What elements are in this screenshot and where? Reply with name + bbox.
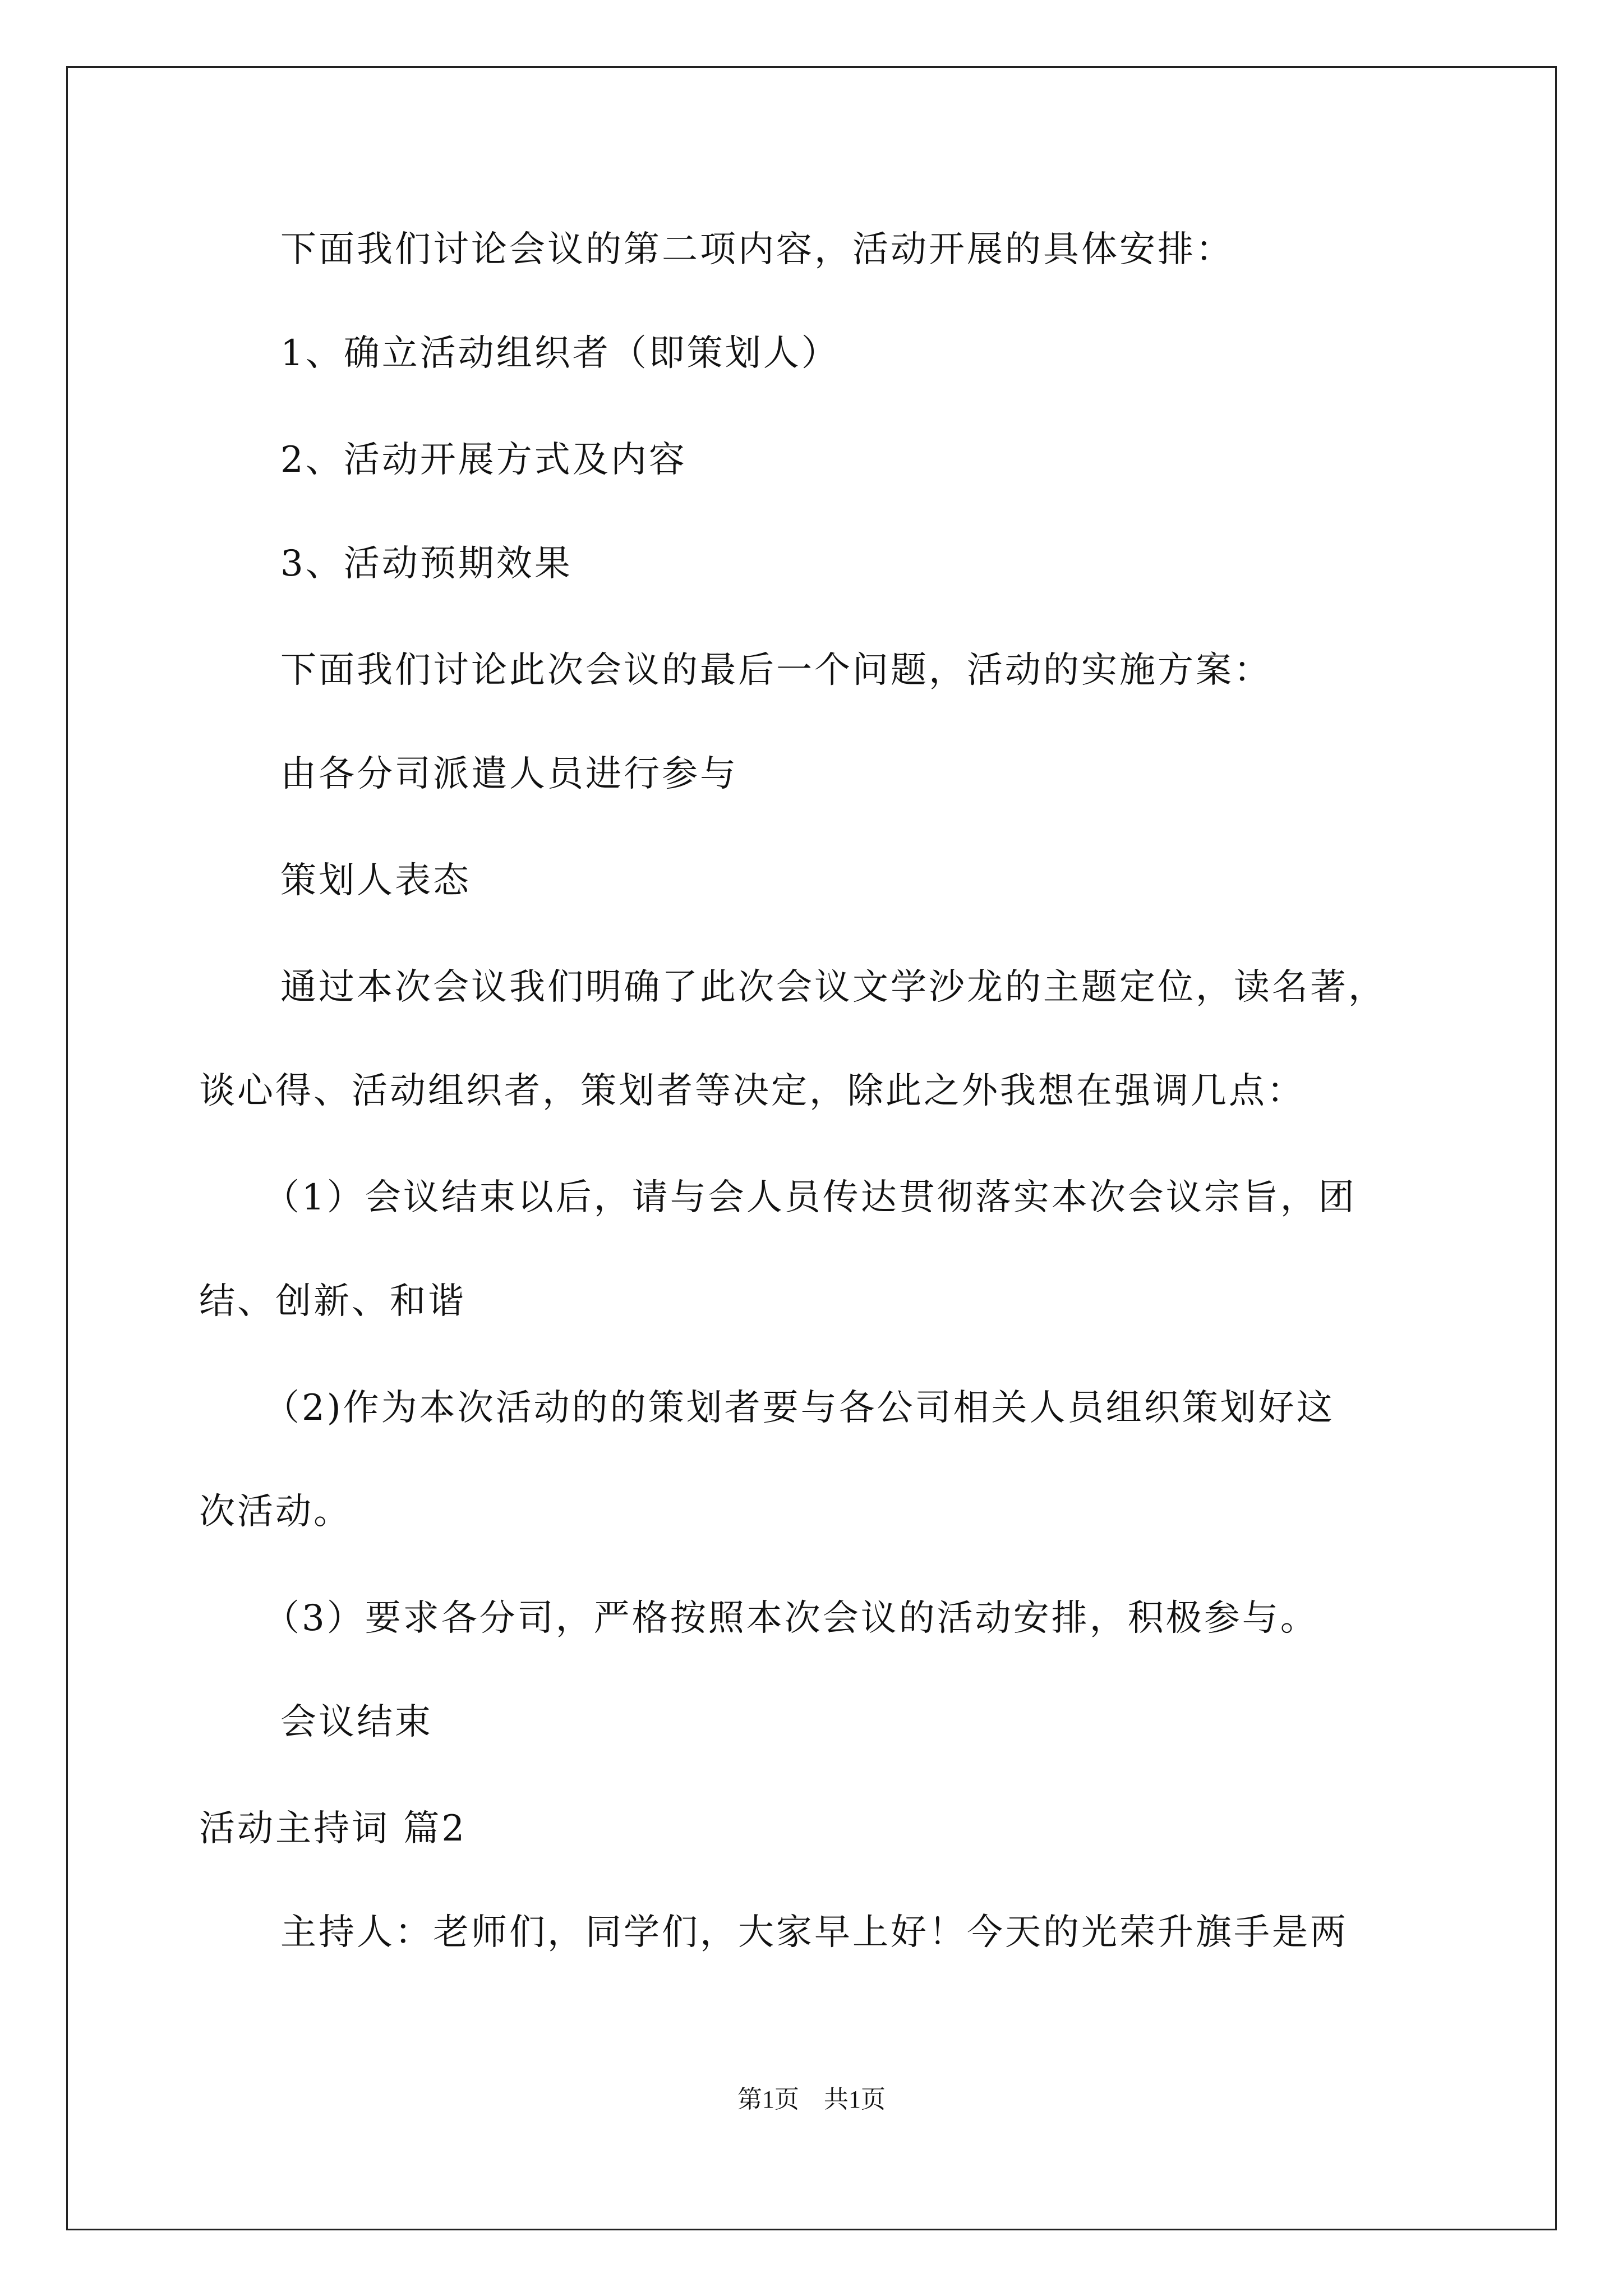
paragraph-line: （1）会议结束以后，请与会人员传达贯彻落实本次会议宗旨，团 [264, 1177, 1357, 1218]
paragraph-line: 会议结束 [280, 1701, 433, 1743]
section-heading: 活动主持词 篇2 [199, 1808, 467, 1849]
paragraph-line: 由各分司派遣人员进行参与 [280, 753, 738, 795]
paragraph-line: 谈心得、活动组织者，策划者等决定，除此之外我想在强调几点： [199, 1070, 1305, 1112]
paragraph-line: 结、创新、和谐 [199, 1281, 466, 1322]
list-item-line: 1、确立活动组织者（即策划人） [280, 333, 840, 374]
paragraph-line: 下面我们讨论此次会议的最后一个问题，活动的实施方案： [280, 650, 1272, 691]
paragraph-line: 通过本次会议我们明确了此次会议文学沙龙的主题定位，读名著， [280, 967, 1386, 1008]
page-number-footer: 第1页 共1页 [737, 2086, 886, 2113]
paragraph-line: 主持人：老师们，同学们，大家早上好！今天的光荣升旗手是两 [280, 1912, 1348, 1953]
list-item-line: 2、活动开展方式及内容 [280, 439, 687, 481]
paragraph-line: 下面我们讨论会议的第二项内容，活动开展的具体安排： [280, 229, 1234, 270]
paragraph-line: 策划人表态 [280, 860, 471, 901]
paragraph-line: （2)作为本次活动的的策划者要与各公司相关人员组织策划好这 [264, 1387, 1335, 1429]
paragraph-line: （3）要求各分司，严格按照本次会议的活动安排，积极参与。 [264, 1598, 1318, 1639]
paragraph-line: 次活动。 [199, 1491, 352, 1533]
page-border [66, 66, 1557, 2230]
list-item-line: 3、活动预期效果 [280, 543, 573, 585]
